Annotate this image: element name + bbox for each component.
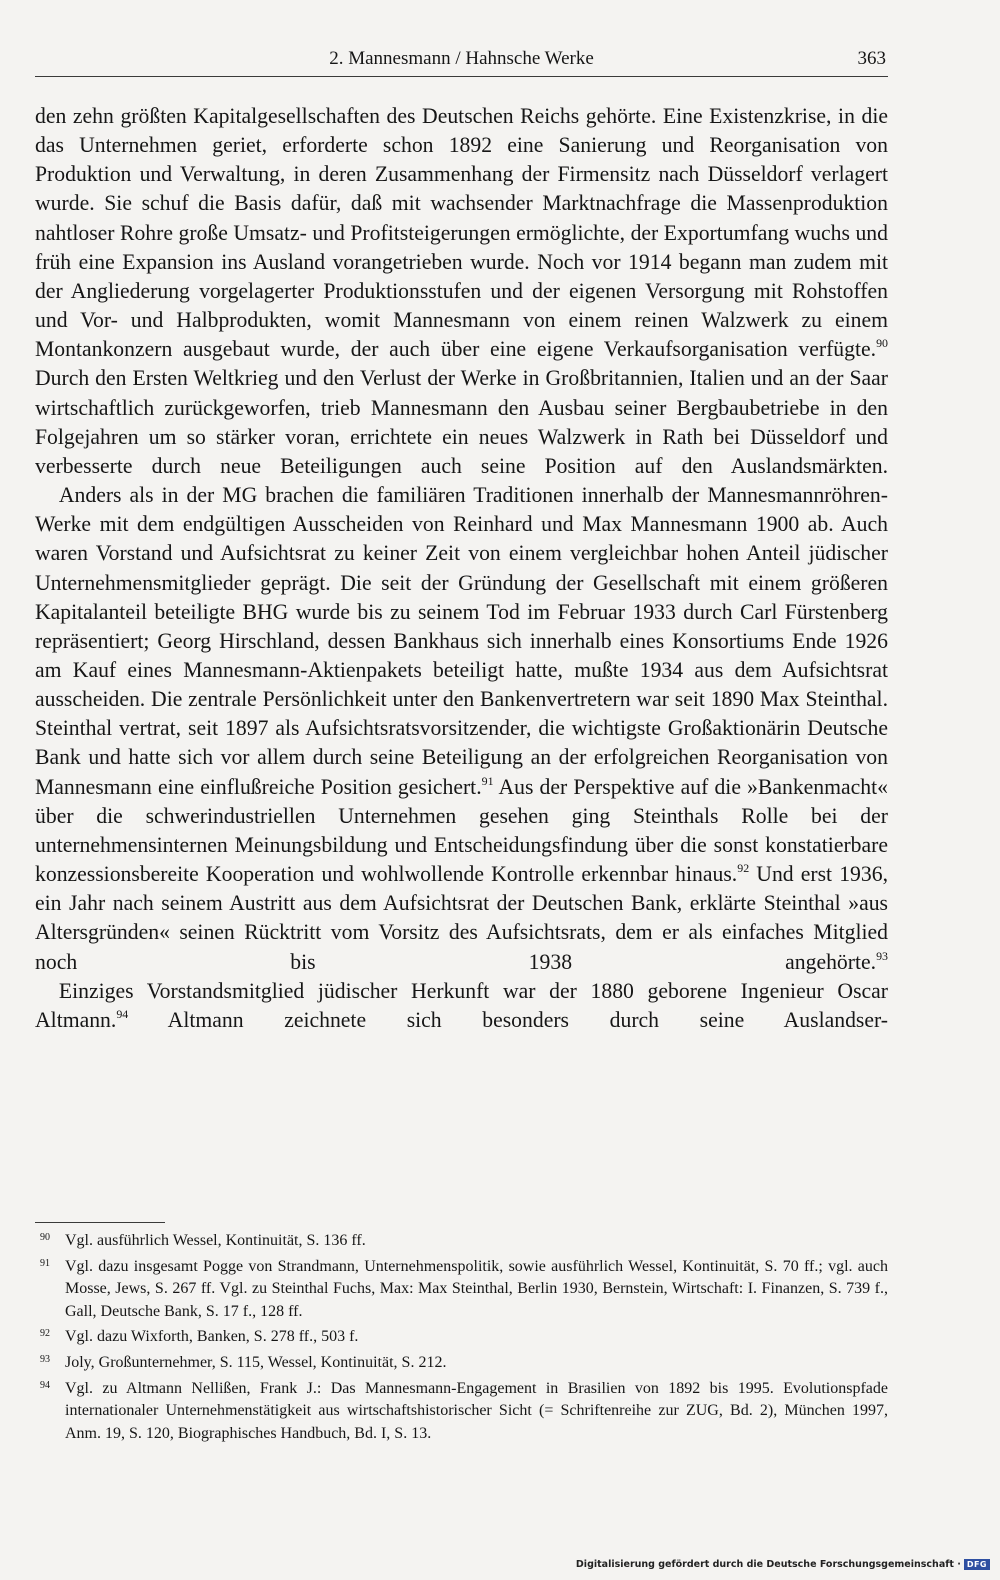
- footnote-number: 91: [40, 1257, 50, 1269]
- footnote-number: 94: [40, 1379, 50, 1391]
- text-run: Einziges Vorstandsmitglied jüdischer Herkunft war der 1880 geborene Ingenieur Oscar Altmann.: [35, 978, 888, 1032]
- footnote-text: Vgl. dazu insgesamt Pogge von Strandmann, Unternehmenspolitik, sowie ausführlich Wessel, Kontinuität, S. 70 ff.; vgl. auch Mosse, Jews, S. 267 ff. Vgl. zu Steinthal Fuchs, Max: Max Steinthal, Berlin 1930, Bernstein, Wirtschaft: I. Finanzen, S. 739 f., Gall, Deutsche Bank, S. 17 f., 128 ff.: [65, 1257, 888, 1320]
- running-title: 2. Mannesmann / Hahnsche Werke: [329, 48, 594, 69]
- footnote-text: Vgl. zu Altmann Nellißen, Frank J.: Das Mannesmann-Engagement in Brasilien von 1892 bis 1995. Evolutionspfade internationaler Unternehmenstätigkeit aus wirtschaftshistorischer Sicht (= Schriftenreihe zur ZUG, Bd. 2), München 1997, Anm. 19, S. 120, Biographisches Handbuch, Bd. I, S. 13.: [65, 1379, 888, 1442]
- footnote-number: 90: [40, 1232, 50, 1243]
- footnote-number: 92: [40, 1328, 50, 1340]
- dfg-logo: DFG: [964, 1559, 990, 1570]
- digitization-credit: [576, 1559, 990, 1570]
- footnote-number: 93: [40, 1353, 50, 1365]
- footnote: [35, 1326, 888, 1349]
- paragraph: [35, 481, 888, 977]
- footnote: [35, 1352, 888, 1375]
- footnotes: [35, 1230, 888, 1448]
- footnote-ref-93[interactable]: 93: [876, 948, 888, 963]
- text-run: Durch den Ersten Weltkrieg und den Verlust der Werke in Großbritannien, Italien und an der Saar wirtschaftlich zurückgeworfen, trieb Mannesmann den Ausbau seiner Bergbaubetriebe in den Folgejahren um so stärker voran, errichtete ein neues Walzwerk in Rath bei Düsseldorf und verbesserte durch neue Beteiligungen auch seine Position auf den Auslandsmärkten.: [35, 366, 888, 478]
- running-header: [35, 44, 888, 77]
- main-text: [35, 102, 888, 1035]
- page-number: 363: [857, 48, 886, 69]
- credit-text: Digitalisierung gefördert durch die Deutsche Forschungsgemeinschaft ·: [575, 1559, 961, 1570]
- footnote-ref-94[interactable]: 94: [116, 1006, 129, 1021]
- footnote: [35, 1256, 888, 1324]
- text-run: Aus der Perspektive auf die »Bankenmacht« über die schwerindustriellen Unternehmen gesehen ging Steinthals Rolle bei der unternehmensinternen Meinungsbildung und Entscheidungsfindung über die sonst konstatierbare konzessionsbereite Kooperation und wohlwollende Kontrolle erkennbar hinaus.: [35, 774, 888, 887]
- text-run: den zehn größten Kapitalgesellschaften des Deutschen Reichs gehörte. Eine Existenzkrise, in die das Unternehmen geriet, erforderte schon 1892 eine Sanierung und Reorganisation von Produktion und Verwaltung, in deren Zusammenhang der Firmensitz nach Düsseldorf verlagert wurde. Sie schuf die Basis dafür, daß mit wachsender Marktnachfrage die Massenproduktion nahtloser Rohre große Umsatz- und Profitsteigerungen ermöglichte, der Exportumfang wuchs und früh eine Expansion ins Ausland vorangetrieben wurde. Noch vor 1914 begann man zudem mit der Angliederung vorgelagerter Produktionsstufen und der eigenen Versorgung mit Rohstoffen und Vor- und Halbprodukten, womit Mannesmann von einem reinen Walzwerk zu einem Montankonzern ausgebaut wurde, der auch über eine eigene Verkaufsorganisation verfügte.: [35, 104, 888, 362]
- text-run: Und erst 1936, ein Jahr nach seinem Austritt aus dem Aufsichtsrat der Deutschen Bank, erklärte Steinthal »aus Altersgründen« seinen Rücktritt vom Vorsitz des Aufsichtsrats, dem er als einfaches Mitglied noch bis 1938 angehörte.: [35, 862, 888, 974]
- footnote-ref-91[interactable]: 91: [481, 773, 494, 788]
- footnote: [35, 1378, 888, 1446]
- footnote-text: Vgl. ausführlich Wessel, Kontinuität, S. 136 ff.: [65, 1232, 366, 1249]
- paragraph: [35, 102, 888, 481]
- footnote-text: Joly, Großunternehmer, S. 115, Wessel, Kontinuität, S. 212.: [65, 1353, 447, 1371]
- footnote-ref-92[interactable]: 92: [737, 861, 750, 876]
- text-run: Anders als in der MG brachen die familiären Traditionen innerhalb der Mannesmannröhren-Werke mit dem endgültigen Ausscheiden von Reinhard und Max Mannesmann 1900 ab. Auch waren Vorstand und Aufsichtsrat zu keiner Zeit von einem vergleichbar hohen Anteil jüdischer Unternehmensmitglieder geprägt. Die seit der Gründung der Gesellschaft mit einem größeren Kapitalanteil beteiligte BHG wurde bis zu seinem Tod im Februar 1933 durch Carl Fürstenberg repräsentiert; Georg Hirschland, dessen Bankhaus sich innerhalb eines Konsortiums Ende 1926 am Kauf eines Mannesmann-Aktienpakets beteiligt hatte, mußte 1934 aus dem Aufsichtsrat ausscheiden. Die zentrale Persönlichkeit unter den Bankenvertretern war seit 1890 Max Steinthal. Steinthal vertrat, seit 1897 als Aufsichtsratsvorsitzender, die wichtigste Großaktionärin Deutsche Bank und hatte sich vor allem durch seine Beteiligung an der erfolgreichen Reorganisation von Mannesmann eine einflußreiche Position gesichert.: [35, 483, 888, 799]
- footnote-divider: [35, 1222, 165, 1223]
- paragraph: [35, 977, 888, 1035]
- footnote: [35, 1230, 888, 1253]
- footnote-text: Vgl. dazu Wixforth, Banken, S. 278 ff., 503 f.: [65, 1328, 359, 1346]
- footnote-ref-90[interactable]: 90: [876, 336, 888, 351]
- text-run: Altmann zeichnete sich besonders durch seine Auslandser-: [128, 1007, 888, 1032]
